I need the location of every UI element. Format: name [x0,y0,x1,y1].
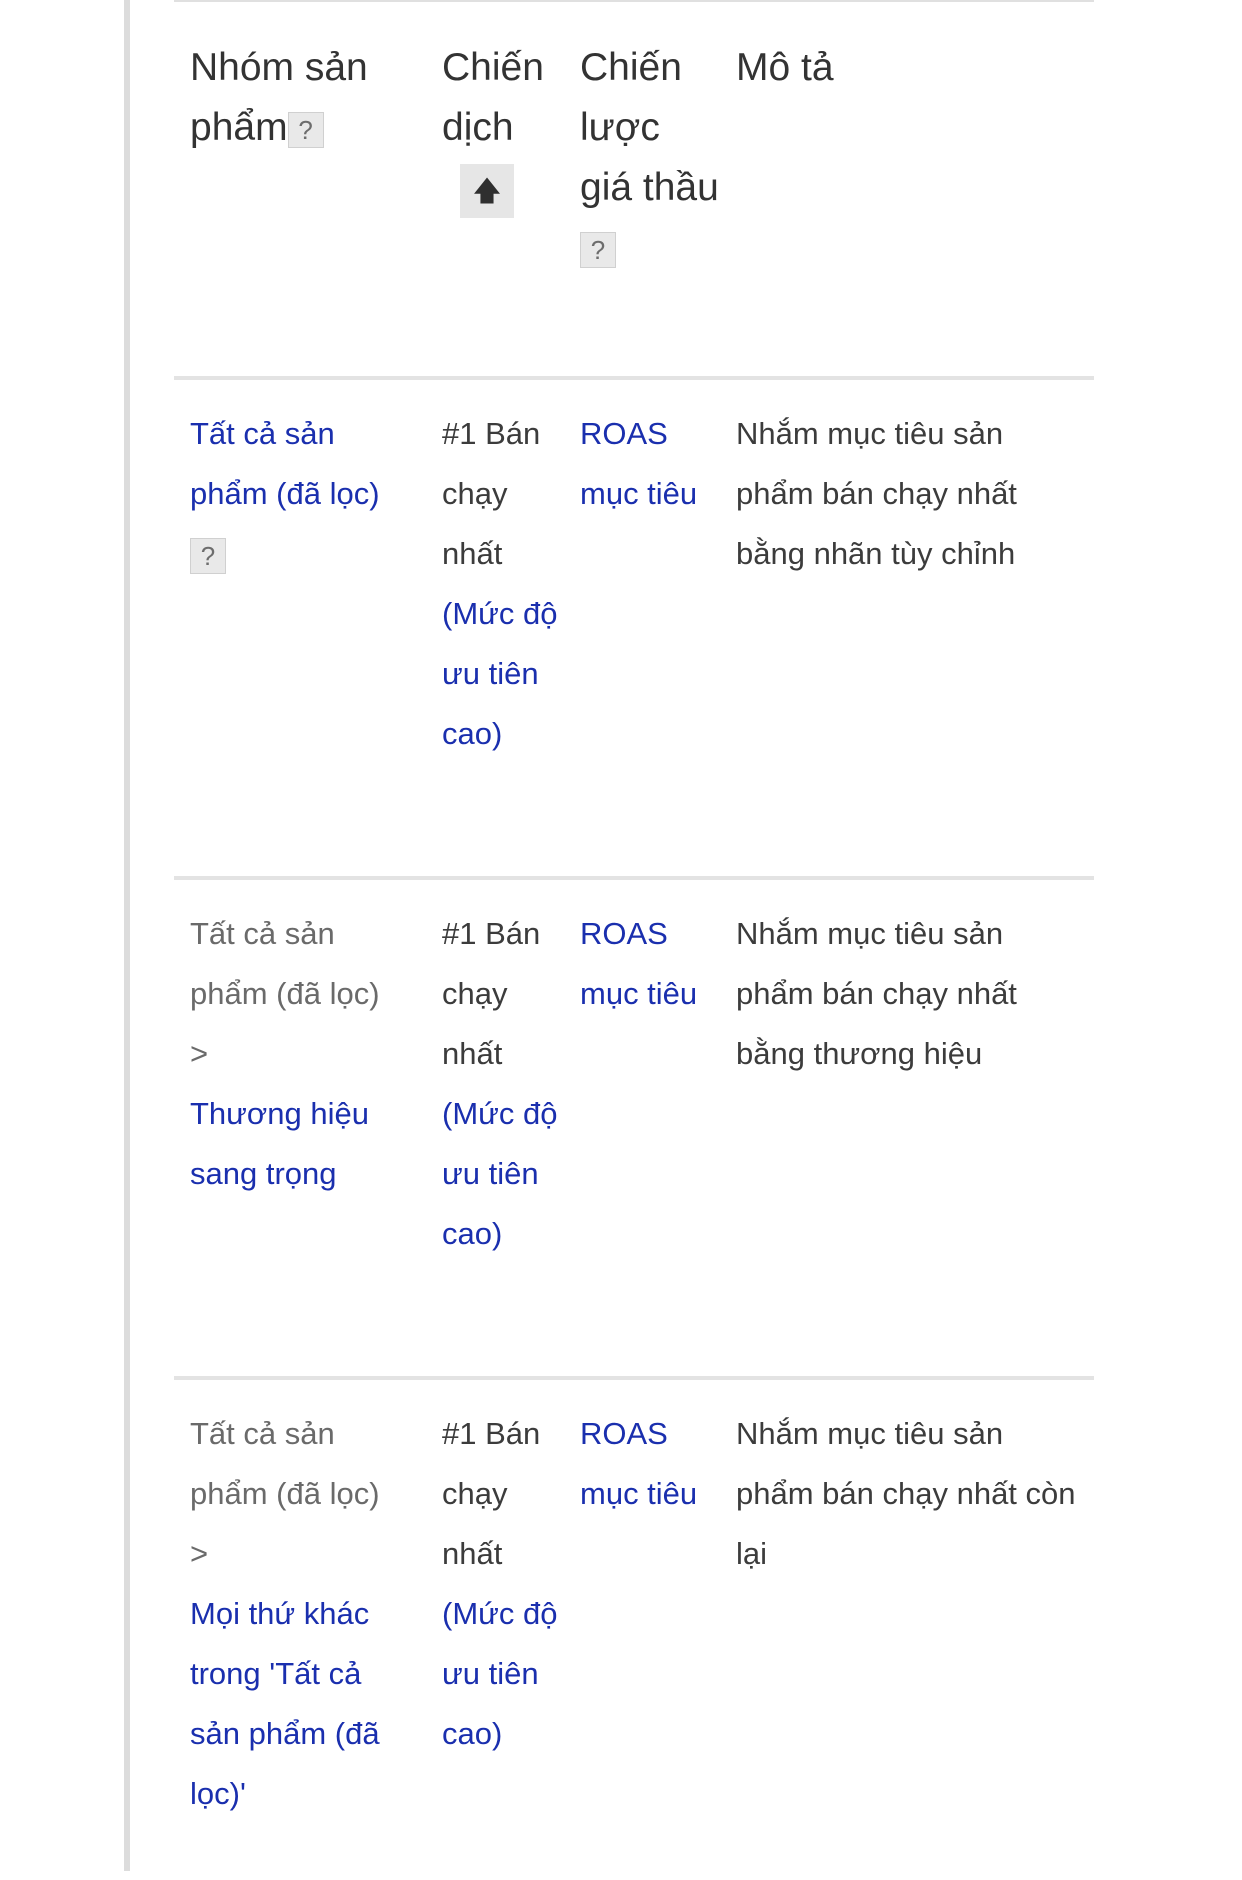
header-product-group [190,38,410,158]
campaign-cell [442,404,558,764]
help-icon[interactable]: ? [190,538,226,574]
product-group-link[interactable]: Tất cả sản phẩm (đã lọc) [190,416,380,511]
bid-strategy-link[interactable]: ROAS mục tiêu [580,916,698,1011]
campaign-cell [442,1404,558,1764]
path-separator: > [190,1536,209,1571]
sort-arrow-up-icon[interactable]: 🡅 [460,164,514,218]
description-text: Nhắm mục tiêu sản phẩm bán chạy nhất bằng nhãn tùy chỉnh [736,416,1017,571]
campaign-priority-link[interactable]: (Mức độ ưu tiên cao) [442,596,558,751]
table-row [174,880,1094,1380]
header-bid-strategy-label: Chiến lược giá thầu [580,46,719,209]
campaign-name: #1 Bán chạy nhất [442,1416,541,1571]
header-campaign-label: Chiến dịch [442,46,544,149]
header-product-group-label: Nhóm sản phẩm [190,46,368,149]
campaign-priority-link[interactable]: (Mức độ ưu tiên cao) [442,1596,558,1751]
description-cell [736,1404,1076,1584]
bid-strategy-cell [580,404,720,524]
campaign-priority-link[interactable]: (Mức độ ưu tiên cao) [442,1096,558,1251]
product-group-cell [190,404,410,584]
table-row [174,1380,1094,1880]
product-group-path: Tất cả sản phẩm (đã lọc) [190,916,380,1011]
bid-strategy-cell [580,904,720,1024]
description-text: Nhắm mục tiêu sản phẩm bán chạy nhất bằng thương hiệu [736,916,1017,1071]
product-group-cell [190,1404,410,1824]
campaign-name: #1 Bán chạy nhất [442,916,541,1071]
left-border [124,0,130,1871]
bid-strategy-cell [580,1404,720,1524]
header-description [736,38,1076,98]
description-cell [736,904,1076,1084]
product-group-path: Tất cả sản phẩm (đã lọc) [190,1416,380,1511]
product-group-link[interactable]: Thương hiệu sang trọng [190,1096,369,1191]
description-cell [736,404,1076,584]
header-campaign[interactable] [442,38,558,218]
bid-strategy-link[interactable]: ROAS mục tiêu [580,1416,698,1511]
product-group-cell [190,904,410,1204]
table-header-row [174,2,1094,380]
header-description-label: Mô tả [736,46,834,89]
help-icon[interactable]: ? [580,232,616,268]
campaign-name: #1 Bán chạy nhất [442,416,541,571]
help-icon[interactable]: ? [288,112,324,148]
path-separator: > [190,1036,209,1071]
campaign-cell [442,904,558,1264]
product-group-link[interactable]: Mọi thứ khác trong 'Tất cả sản phẩm (đã lọc)' [190,1596,380,1811]
table-row [174,380,1094,880]
header-bid-strategy [580,38,720,278]
campaign-table [174,2,1094,1880]
bid-strategy-link[interactable]: ROAS mục tiêu [580,416,698,511]
description-text: Nhắm mục tiêu sản phẩm bán chạy nhất còn lại [736,1416,1076,1571]
